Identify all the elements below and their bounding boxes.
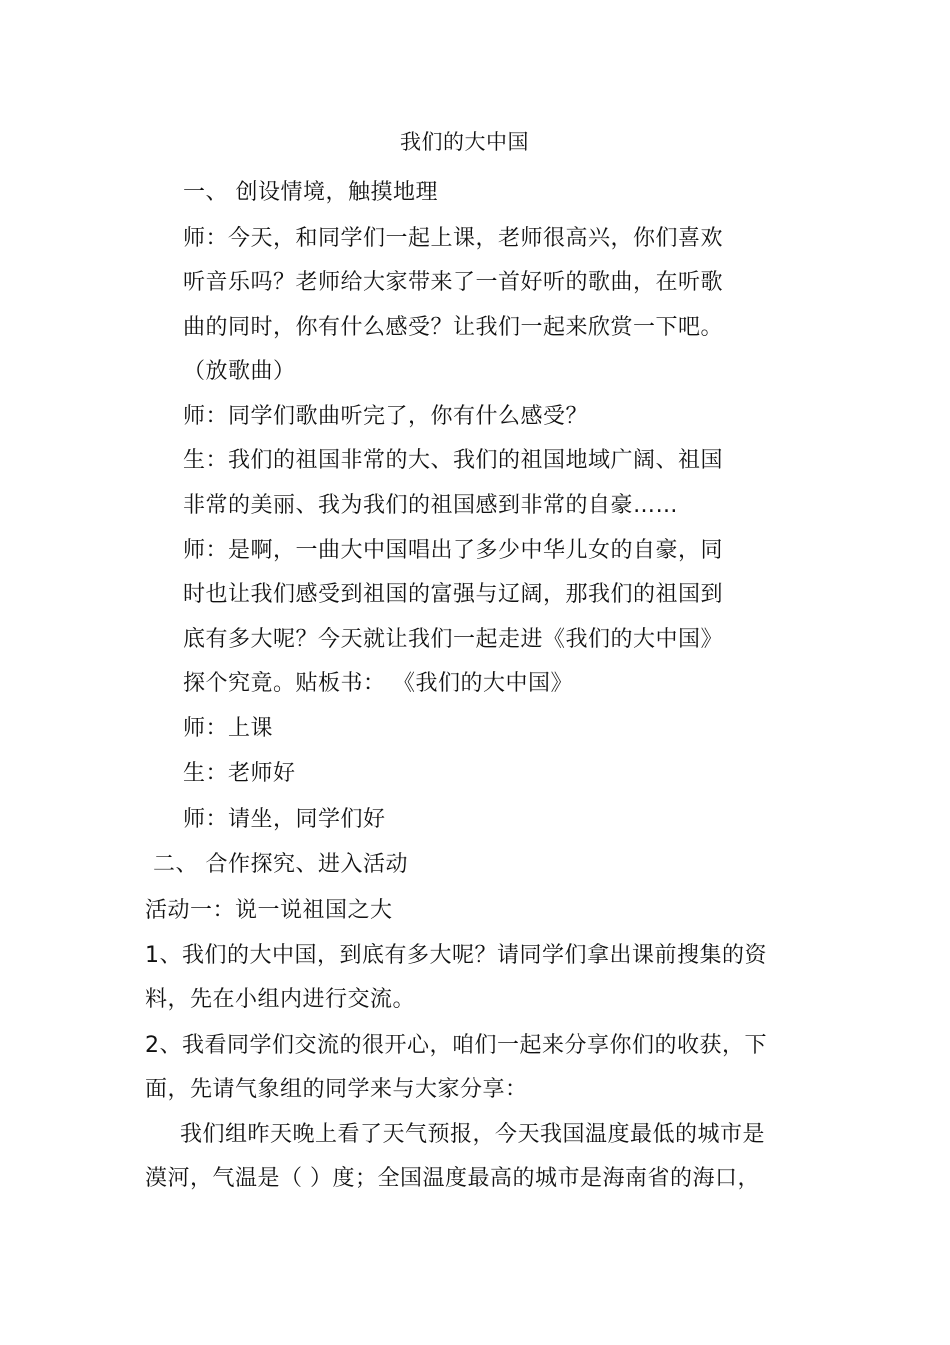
- paragraph-line: 底有多大呢？今天就让我们一起走进《我们的大中国》: [183, 627, 724, 652]
- paragraph-line: 师：请坐，同学们好: [183, 807, 386, 832]
- section-heading-1: 一、 创设情境，触摸地理: [183, 180, 438, 205]
- paragraph-line: 1、我们的大中国，到底有多大呢？请同学们拿出课前搜集的资: [145, 943, 767, 968]
- paragraph-line: 生：我们的祖国非常的大、我们的祖国地域广阔、祖国: [183, 448, 724, 473]
- activity-heading: 活动一：说一说祖国之大: [145, 898, 393, 923]
- paragraph-line: 料，先在小组内进行交流。: [145, 987, 416, 1012]
- paragraph-line: 师：同学们歌曲听完了，你有什么感受？: [183, 404, 589, 429]
- paragraph-line: 时也让我们感受到祖国的富强与辽阔，那我们的祖国到: [183, 582, 724, 607]
- paragraph-line: 曲的同时，你有什么感受？让我们一起来欣赏一下吧。: [183, 315, 724, 340]
- paragraph-line: 师：今天，和同学们一起上课，老师很高兴，你们喜欢: [183, 226, 724, 251]
- paragraph-line: 2、我看同学们交流的很开心，咱们一起来分享你们的收获，下: [145, 1033, 767, 1058]
- document-title: 我们的大中国: [400, 130, 529, 154]
- paragraph-line: 探个究竟。贴板书： 《我们的大中国》: [183, 671, 573, 696]
- paragraph-line: （放歌曲）: [183, 359, 296, 384]
- paragraph-line: 漠河，气温是（ ）度；全国温度最高的城市是海南省的海口，: [145, 1166, 760, 1191]
- paragraph-line: 师：上课: [183, 716, 274, 741]
- paragraph-line: 我们组昨天晚上看了天气预报，今天我国温度最低的城市是: [180, 1122, 766, 1147]
- paragraph-line: 师：是啊，一曲大中国唱出了多少中华儿女的自豪，同: [183, 538, 724, 563]
- paragraph-line: 听音乐吗？老师给大家带来了一首好听的歌曲，在听歌: [183, 270, 724, 295]
- paragraph-line: 生：老师好: [183, 761, 296, 786]
- paragraph-line: 面，先请气象组的同学来与大家分享：: [145, 1077, 528, 1102]
- section-heading-2: 二、 合作探究、进入活动: [153, 852, 408, 877]
- paragraph-line: 非常的美丽、我为我们的祖国感到非常的自豪……: [183, 493, 679, 518]
